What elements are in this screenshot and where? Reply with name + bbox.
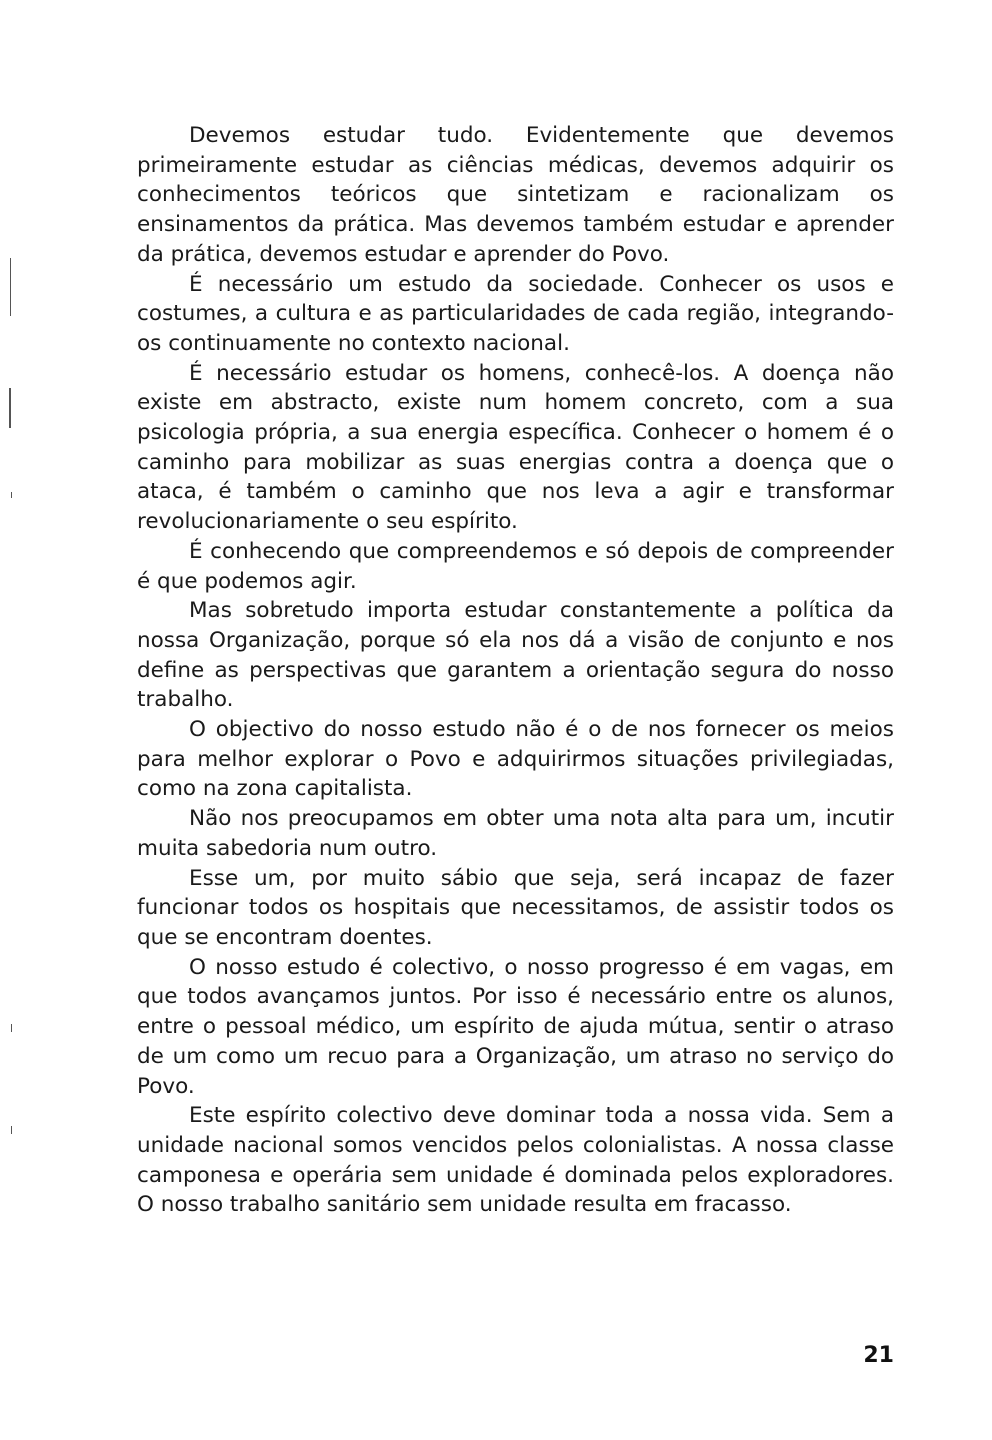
paragraph: Mas sobretudo importa estudar constantemente a política da nossa Organização, porque só ela nos dá a visão de conjunto e nos define as perspectivas que garantem a orientação segura do nosso trabalho. xyxy=(137,598,894,713)
scan-margin-mark xyxy=(9,388,11,428)
paragraph: Este espírito colectivo deve dominar toda a nossa vida. Sem a unidade nacional somos vencidos pelos colonialistas. A nossa classe camponesa e operária sem unidade é dominada pelos exploradores. O nosso trabalho sanitário sem unidade resulta em fracasso. xyxy=(137,1103,894,1218)
paragraph: Não nos preocupamos em obter uma nota alta para um, incutir muita sabedoria num outro. xyxy=(137,806,894,861)
paragraph: É conhecendo que compreendemos e só depois de compreender é que podemos agir. xyxy=(137,538,894,594)
scan-margin-mark xyxy=(11,1024,12,1032)
scan-margin-mark xyxy=(11,1126,12,1134)
body-text xyxy=(137,121,894,1220)
scan-margin-mark xyxy=(10,258,11,316)
paragraph: É necessário estudar os homens, conhecê-los. A doença não existe em abstracto, existe num homem concreto, com a sua psicologia própria, a sua energia específica. Conhecer o homem é o caminho para mobilizar as suas energias contra a doença que o ataca, é também o caminho que nos leva a agir e transformar revolucionariamente o seu espírito. xyxy=(137,360,894,535)
paragraph: É necessário um estudo da sociedade. Conhecer os usos e costumes, a cultura e as particularidades de cada região, integrando-os continuamente no contexto nacional. xyxy=(137,271,894,356)
paragraph: Devemos estudar tudo. Evidentemente que devemos primeiramente estudar as ciências médicas, devemos adquirir os conhecimentos teóricos que sintetizam e racionalizam os ensinamentos da prática. Mas devemos também estudar e aprender da prática, devemos estudar e aprender do Povo. xyxy=(137,123,894,267)
paragraph: O nosso estudo é colectivo, o nosso progresso é em vagas, em que todos avançamos juntos. Por isso é necessário entre os alunos, entre o pessoal médico, um espírito de ajuda mútua, sentir o atraso de um como um recuo para a Organização, um atraso no serviço do Povo. xyxy=(137,954,894,1099)
paragraph: Esse um, por muito sábio que seja, será incapaz de fazer funcionar todos os hospitais que necessitamos, de assistir todos os que se encontram doentes. xyxy=(137,865,894,950)
page-number: 21 xyxy=(863,1343,894,1368)
paragraph: O objectivo do nosso estudo não é o de nos fornecer os meios para melhor explorar o Povo e adquirirmos situações privilegiadas, como na zona capitalista. xyxy=(137,717,894,802)
scan-margin-mark xyxy=(11,492,12,498)
